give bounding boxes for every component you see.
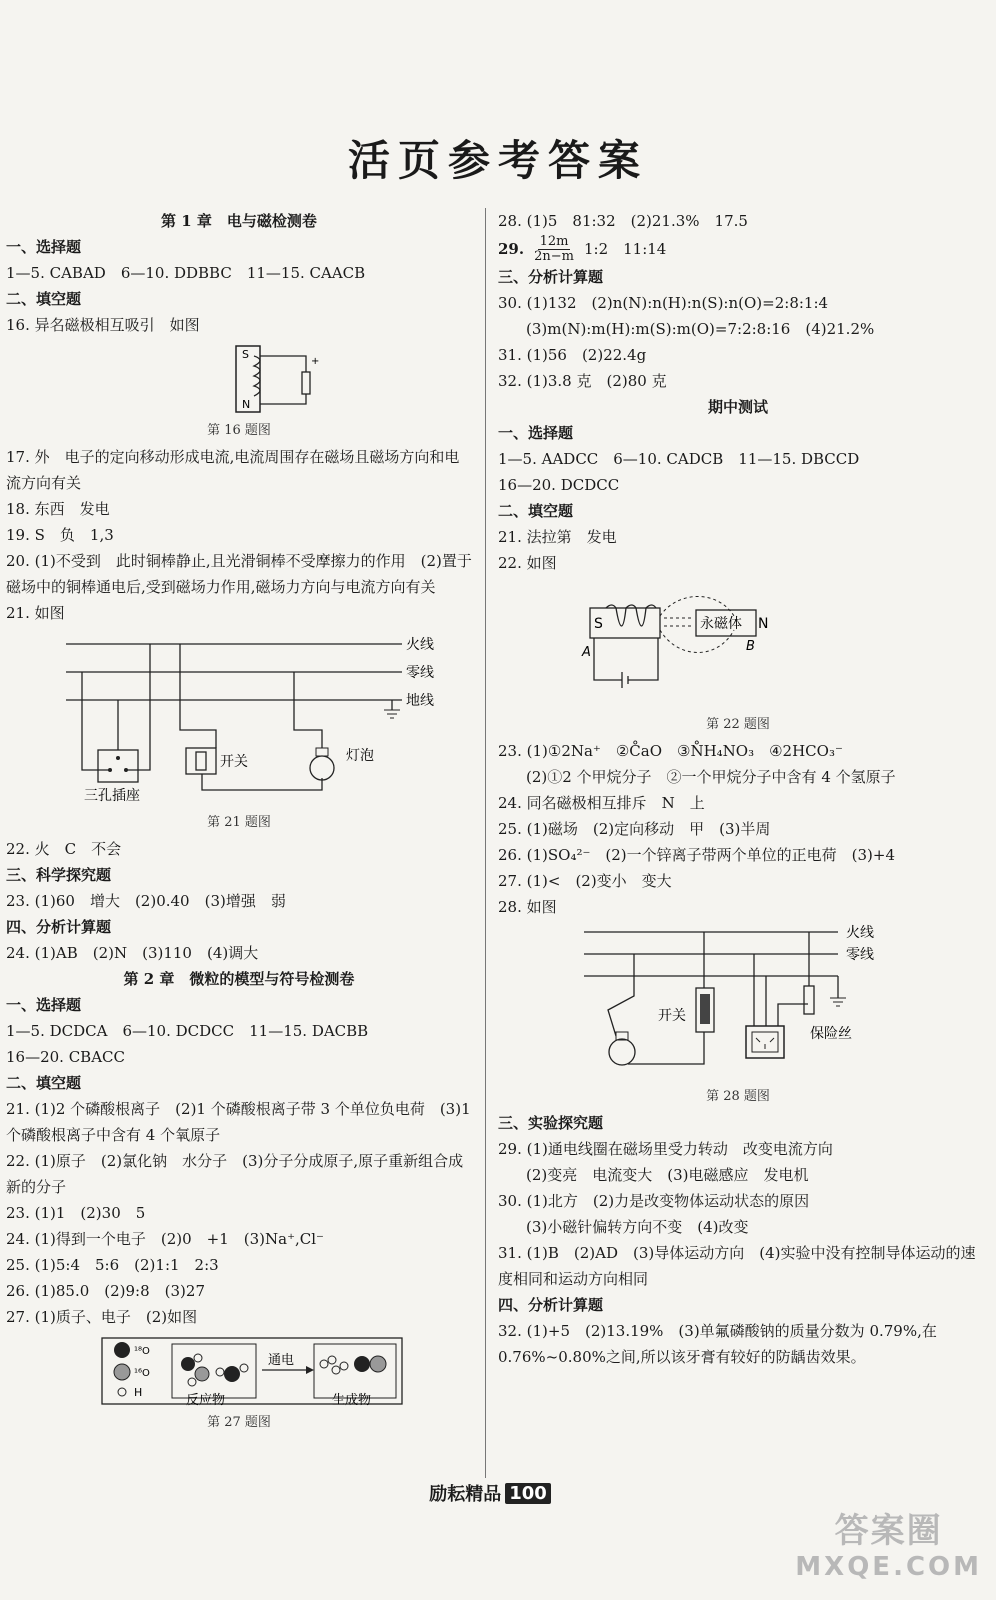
- fuse-label: 保险丝: [810, 1026, 852, 1042]
- answer-line: 24. (1)得到一个电子 (2)0 +1 (3)Na⁺,Cl⁻: [6, 1230, 324, 1248]
- section-heading: 一、选择题: [498, 424, 574, 442]
- page-footer: [400, 1478, 580, 1508]
- answer-line: 23. (1)1 (2)30 5: [6, 1204, 146, 1222]
- fig22-s-label: S: [594, 616, 603, 632]
- answer-line: 22. 火 C 不会: [6, 840, 122, 858]
- fraction-numerator: 12m: [539, 233, 569, 249]
- ground-wire-label: 地线: [406, 693, 434, 709]
- section-heading: 一、选择题: [6, 996, 82, 1014]
- socket-label: 三孔插座: [84, 788, 140, 804]
- answer-line: 16—20. CBACC: [6, 1048, 125, 1066]
- answer-line: 26. (1)SO₄²⁻ (2)一个锌离子带两个单位的正电荷 (3)+4: [498, 846, 895, 864]
- fig16-s-label: S: [242, 348, 249, 361]
- live-wire-label: 火线: [406, 637, 434, 653]
- answer-line: 28. (1)5 81:32 (2)21.3% 17.5: [498, 212, 748, 230]
- figure-28: [498, 924, 978, 1106]
- svg-text:+: +: [311, 356, 320, 367]
- figure-caption: 第 28 题图: [706, 1089, 770, 1104]
- answer-line: 30. (1)北方 (2)力是改变物体运动状态的原因: [498, 1192, 810, 1210]
- answer-line: 22. 如图: [498, 554, 557, 572]
- fig22-a-label: A: [582, 645, 591, 660]
- brand-name: 励耘精品: [429, 1484, 502, 1505]
- live-wire-label: 火线: [846, 925, 874, 941]
- answer-line: (2)①2 个甲烷分子 ②一个甲烷分子中含有 4 个氢原子: [526, 768, 896, 786]
- answer-line: 21. 如图: [6, 604, 65, 622]
- answer-line: 31. (1)56 (2)22.4g: [498, 346, 647, 364]
- section-heading: 二、填空题: [6, 290, 82, 308]
- answer-line: 19. S 负 1,3: [6, 526, 114, 544]
- watermark-title: 答案圈: [834, 1511, 943, 1551]
- answer-line: 26. (1)85.0 (2)9:8 (3)27: [6, 1282, 205, 1300]
- answer-line: 1—5. AADCC 6—10. CADCB 11—15. DBCCD: [498, 450, 860, 468]
- answer-line: 18. 东西 发电: [6, 500, 110, 518]
- h-label: H: [134, 1386, 143, 1399]
- section-heading: 四、分析计算题: [498, 1296, 604, 1314]
- fig22-b-label: B: [746, 639, 755, 654]
- chapter1-title: 第 1 章 电与磁检测卷: [161, 212, 317, 230]
- answer-line: 25. (1)5:4 5:6 (2)1:1 2:3: [6, 1256, 219, 1274]
- page-title: 活页参考答案: [347, 136, 648, 185]
- watermark-url: MXQE.COM: [795, 1552, 982, 1582]
- neutral-wire-label: 零线: [846, 947, 874, 963]
- figure-caption: 第 21 题图: [207, 815, 271, 830]
- figure-27: [6, 1334, 472, 1432]
- answer-line: 30. (1)132 (2)n(N):n(H):n(S):n(O)=2:8:1:4: [498, 294, 829, 312]
- o18-label: ¹⁸O: [134, 1346, 150, 1357]
- answer-line: 27. (1)< (2)变小 变大: [498, 872, 672, 890]
- answer-line: (2)变亮 电流变大 (3)电磁感应 发电机: [526, 1166, 809, 1184]
- answer-line: 24. (1)AB (2)N (3)110 (4)调大: [6, 944, 259, 962]
- question-number: 29.: [498, 240, 525, 258]
- answer-line: 20. (1)不受到 此时铜棒静止,且光滑铜棒不受摩擦力的作用 (2)置于磁场中的铜棒通电后,受到磁场力作用,磁场力方向与电流方向有关: [6, 552, 472, 596]
- section-heading: 二、填空题: [6, 1074, 82, 1092]
- product-label: 生成物: [332, 1393, 372, 1408]
- fraction: [534, 235, 574, 264]
- figure-22: [498, 580, 978, 734]
- left-column: [6, 208, 472, 1436]
- answer-line: 21. (1)2 个磷酸根离子 (2)1 个磷酸根离子带 3 个单位负电荷 (3)1 个磷酸根离子中含有 4 个氧原子: [6, 1100, 471, 1144]
- answer-line: 1—5. CABAD 6—10. DDBBC 11—15. CAACB: [6, 264, 366, 282]
- answer-line: 16. 异名磁极相互吸引 如图: [6, 316, 200, 334]
- section-heading: 三、分析计算题: [498, 268, 604, 286]
- figure-21: [6, 630, 472, 832]
- answer-line: 23. (1)60 增大 (2)0.40 (3)增强 弱: [6, 892, 286, 910]
- answer-line: 16—20. DCDCC: [498, 476, 620, 494]
- answer-line: (3)小磁针偏转方向不变 (4)改变: [526, 1218, 749, 1236]
- answer-line: 28. 如图: [498, 898, 557, 916]
- column-divider: [485, 208, 486, 1478]
- answer-line: 17. 外 电子的定向移动形成电流,电流周围存在磁场且磁场方向和电流方向有关: [6, 448, 460, 492]
- midterm-title: 期中测试: [707, 398, 768, 416]
- answer-line: 32. (1)3.8 克 (2)80 克: [498, 372, 667, 390]
- fig16-n-label: N: [242, 398, 251, 411]
- answer-line: 22. (1)原子 (2)氯化钠 水分子 (3)分子分成原子,原子重新组合成新的分子: [6, 1152, 464, 1196]
- answer-line-fraction: [498, 234, 978, 264]
- answer-line: 1—5. DCDCA 6—10. DCDCC 11—15. DACBB: [6, 1022, 369, 1040]
- section-heading: 一、选择题: [6, 238, 82, 256]
- switch-label: 开关: [658, 1008, 686, 1024]
- answer-line: (3)m(N):m(H):m(S):m(O)=7:2:8:16 (4)21.2%: [526, 320, 875, 338]
- fraction-denominator: 2n−m: [534, 248, 574, 264]
- neutral-wire-label: 零线: [406, 665, 434, 681]
- section-heading: 二、填空题: [498, 502, 574, 520]
- reactant-label: 反应物: [186, 1393, 226, 1408]
- watermark: [795, 1503, 982, 1582]
- answer-line: 27. (1)质子、电子 (2)如图: [6, 1308, 198, 1326]
- section-heading: 四、分析计算题: [6, 918, 112, 936]
- chapter2-title: 第 2 章 微粒的模型与符号检测卷: [123, 970, 355, 988]
- switch-label: 开关: [220, 754, 248, 770]
- figure-caption: 第 16 题图: [207, 423, 271, 438]
- answer-line: 29. (1)通电线圈在磁场里受力转动 改变电流方向: [498, 1140, 833, 1158]
- bulb-label: 灯泡: [346, 748, 374, 764]
- right-column: [498, 208, 978, 1370]
- answer-line: 31. (1)B (2)AD (3)导体运动方向 (4)实验中没有控制导体运动的速度相同和运动方向相同: [498, 1244, 976, 1288]
- fig22-n-label: N: [758, 616, 769, 632]
- electrolysis-arrow-label: 通电: [268, 1353, 295, 1368]
- figure-caption: 第 27 题图: [207, 1415, 271, 1430]
- answer-line: 23. (1)①2Na⁺ ②C̊aO ③N̊H₄NO₃ ④2HCO₃⁻: [498, 742, 843, 760]
- figure-16: [6, 342, 472, 440]
- figure-caption: 第 22 题图: [706, 717, 770, 732]
- answer-line: 24. 同名磁极相互排斥 N 上: [498, 794, 705, 812]
- permanent-magnet-label: 永磁体: [700, 616, 742, 632]
- answer-text: 1:2 11:14: [583, 240, 667, 258]
- page-number: 100: [505, 1483, 551, 1504]
- answer-line: 21. 法拉第 发电: [498, 528, 617, 546]
- section-heading: 三、实验探究题: [498, 1114, 604, 1132]
- section-heading: 三、科学探究题: [6, 866, 112, 884]
- answer-line: 32. (1)+5 (2)13.19% (3)单氟磷酸钠的质量分数为 0.79%,在 0.76%~0.80%之间,所以该牙膏有较好的防龋齿效果。: [498, 1322, 937, 1366]
- answer-line: 25. (1)磁场 (2)定向移动 甲 (3)半周: [498, 820, 771, 838]
- o16-label: ¹⁶O: [134, 1368, 150, 1379]
